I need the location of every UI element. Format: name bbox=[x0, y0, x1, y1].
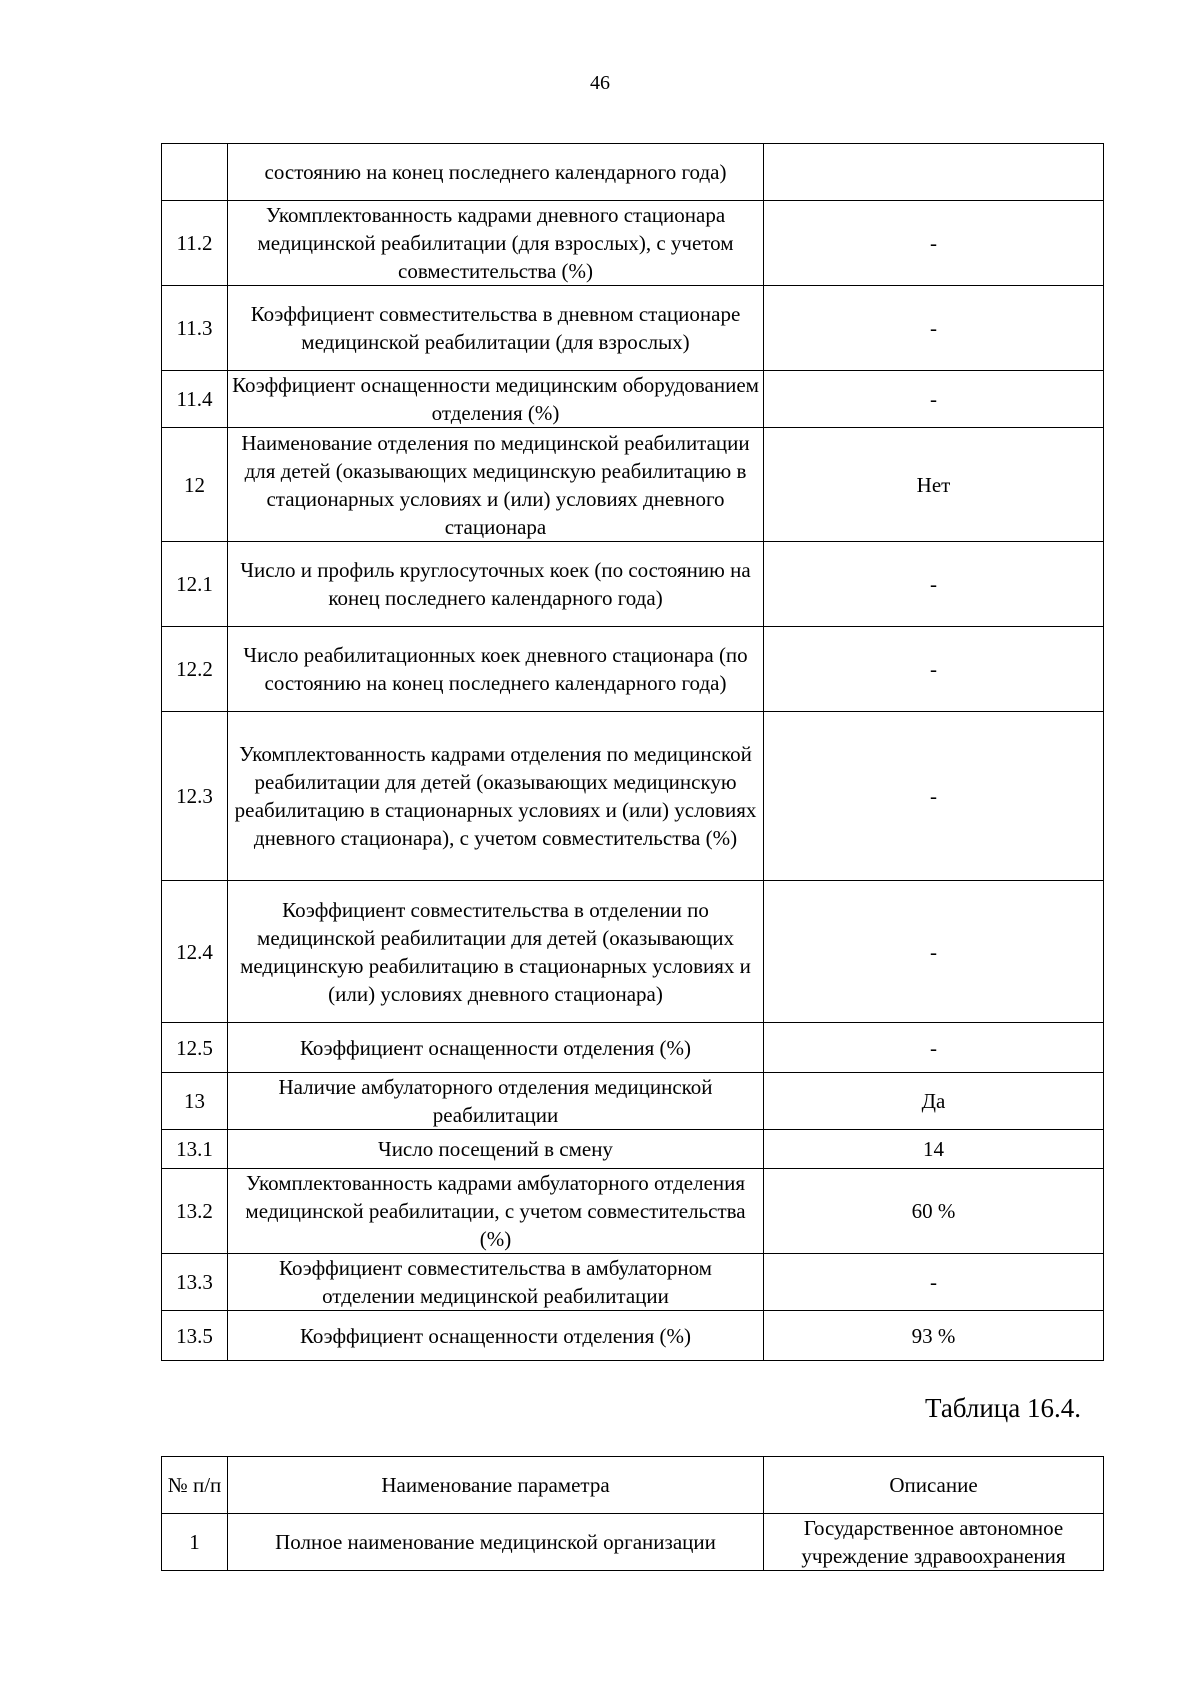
row-number: 11.4 bbox=[162, 371, 228, 428]
parameter-name: Число и профиль круглосуточных коек (по состоянию на конец последнего календарного года) bbox=[228, 542, 764, 627]
parameter-value: - bbox=[764, 712, 1104, 881]
parameter-name: Коэффициент совместительства в амбулаторном отделении медицинской реабилитации bbox=[228, 1254, 764, 1311]
parameter-value: - bbox=[764, 1023, 1104, 1073]
parameter-value: Да bbox=[764, 1073, 1104, 1130]
table-header-row bbox=[162, 1457, 1104, 1514]
header-parameter: Наименование параметра bbox=[228, 1457, 764, 1514]
header-description: Описание bbox=[764, 1457, 1104, 1514]
row-number: 12.1 bbox=[162, 542, 228, 627]
parameter-name: Укомплектованность кадрами амбулаторного отделения медицинской реабилитации, с учетом совместительства (%) bbox=[228, 1169, 764, 1254]
row-number: 13.5 bbox=[162, 1311, 228, 1361]
table-row bbox=[162, 286, 1104, 371]
row-number: 12.3 bbox=[162, 712, 228, 881]
row-number: 13 bbox=[162, 1073, 228, 1130]
parameter-name: Коэффициент совместительства в дневном стационаре медицинской реабилитации (для взрослых) bbox=[228, 286, 764, 371]
table-row bbox=[162, 627, 1104, 712]
table-row bbox=[162, 428, 1104, 542]
row-number: 13.3 bbox=[162, 1254, 228, 1311]
row-number: 1 bbox=[162, 1514, 228, 1571]
row-number bbox=[162, 144, 228, 201]
table-row bbox=[162, 1514, 1104, 1571]
row-number: 12.4 bbox=[162, 881, 228, 1023]
page-number: 46 bbox=[590, 72, 610, 94]
parameter-value: 60 % bbox=[764, 1169, 1104, 1254]
table-caption: Таблица 16.4. bbox=[925, 1393, 1081, 1423]
row-number: 12 bbox=[162, 428, 228, 542]
parameter-name: Полное наименование медицинской организации bbox=[228, 1514, 764, 1571]
parameter-value: Государственное автономное учреждение здравоохранения bbox=[764, 1514, 1104, 1571]
parameter-value: - bbox=[764, 201, 1104, 286]
table-row bbox=[162, 712, 1104, 881]
table-row bbox=[162, 1073, 1104, 1130]
row-number: 13.1 bbox=[162, 1130, 228, 1169]
table-row bbox=[162, 144, 1104, 201]
parameter-value: - bbox=[764, 881, 1104, 1023]
parameters-table-continued bbox=[161, 143, 1104, 1361]
row-number: 13.2 bbox=[162, 1169, 228, 1254]
parameter-value: - bbox=[764, 371, 1104, 428]
header-number: № п/п bbox=[162, 1457, 228, 1514]
parameter-value: - bbox=[764, 542, 1104, 627]
table-row bbox=[162, 1169, 1104, 1254]
parameter-name: Наличие амбулаторного отделения медицинской реабилитации bbox=[228, 1073, 764, 1130]
row-number: 11.2 bbox=[162, 201, 228, 286]
parameter-value: 14 bbox=[764, 1130, 1104, 1169]
table-row bbox=[162, 1023, 1104, 1073]
parameter-name: Коэффициент совместительства в отделении по медицинской реабилитации для детей (оказывающих медицинскую реабилитацию в стационарных условиях и (или) условиях дневного стационара) bbox=[228, 881, 764, 1023]
parameter-value: - bbox=[764, 627, 1104, 712]
row-number: 12.5 bbox=[162, 1023, 228, 1073]
parameter-name: Коэффициент оснащенности медицинским оборудованием отделения (%) bbox=[228, 371, 764, 428]
parameter-value bbox=[764, 144, 1104, 201]
parameter-name: Число посещений в смену bbox=[228, 1130, 764, 1169]
parameter-name: Число реабилитационных коек дневного стационара (по состоянию на конец последнего календарного года) bbox=[228, 627, 764, 712]
table-row bbox=[162, 371, 1104, 428]
table-row bbox=[162, 1311, 1104, 1361]
table-row bbox=[162, 1130, 1104, 1169]
row-number: 11.3 bbox=[162, 286, 228, 371]
organization-table bbox=[161, 1456, 1104, 1571]
parameter-name: Коэффициент оснащенности отделения (%) bbox=[228, 1311, 764, 1361]
row-number: 12.2 bbox=[162, 627, 228, 712]
parameter-name: Укомплектованность кадрами дневного стационара медицинской реабилитации (для взрослых), с учетом совместительства (%) bbox=[228, 201, 764, 286]
parameter-name: Укомплектованность кадрами отделения по медицинской реабилитации для детей (оказывающих медицинскую реабилитацию в стационарных условиях и (или) условиях дневного стационара), с учетом совместительства (%) bbox=[228, 712, 764, 881]
table-row bbox=[162, 542, 1104, 627]
parameter-value: - bbox=[764, 1254, 1104, 1311]
parameter-name: Наименование отделения по медицинской реабилитации для детей (оказывающих медицинскую реабилитацию в стационарных условиях и (или) условиях дневного стационара bbox=[228, 428, 764, 542]
table-row bbox=[162, 1254, 1104, 1311]
parameter-value: Нет bbox=[764, 428, 1104, 542]
parameter-name: Коэффициент оснащенности отделения (%) bbox=[228, 1023, 764, 1073]
parameter-value: - bbox=[764, 286, 1104, 371]
table-row bbox=[162, 881, 1104, 1023]
parameter-value: 93 % bbox=[764, 1311, 1104, 1361]
parameter-name: состоянию на конец последнего календарного года) bbox=[228, 144, 764, 201]
table-row bbox=[162, 201, 1104, 286]
